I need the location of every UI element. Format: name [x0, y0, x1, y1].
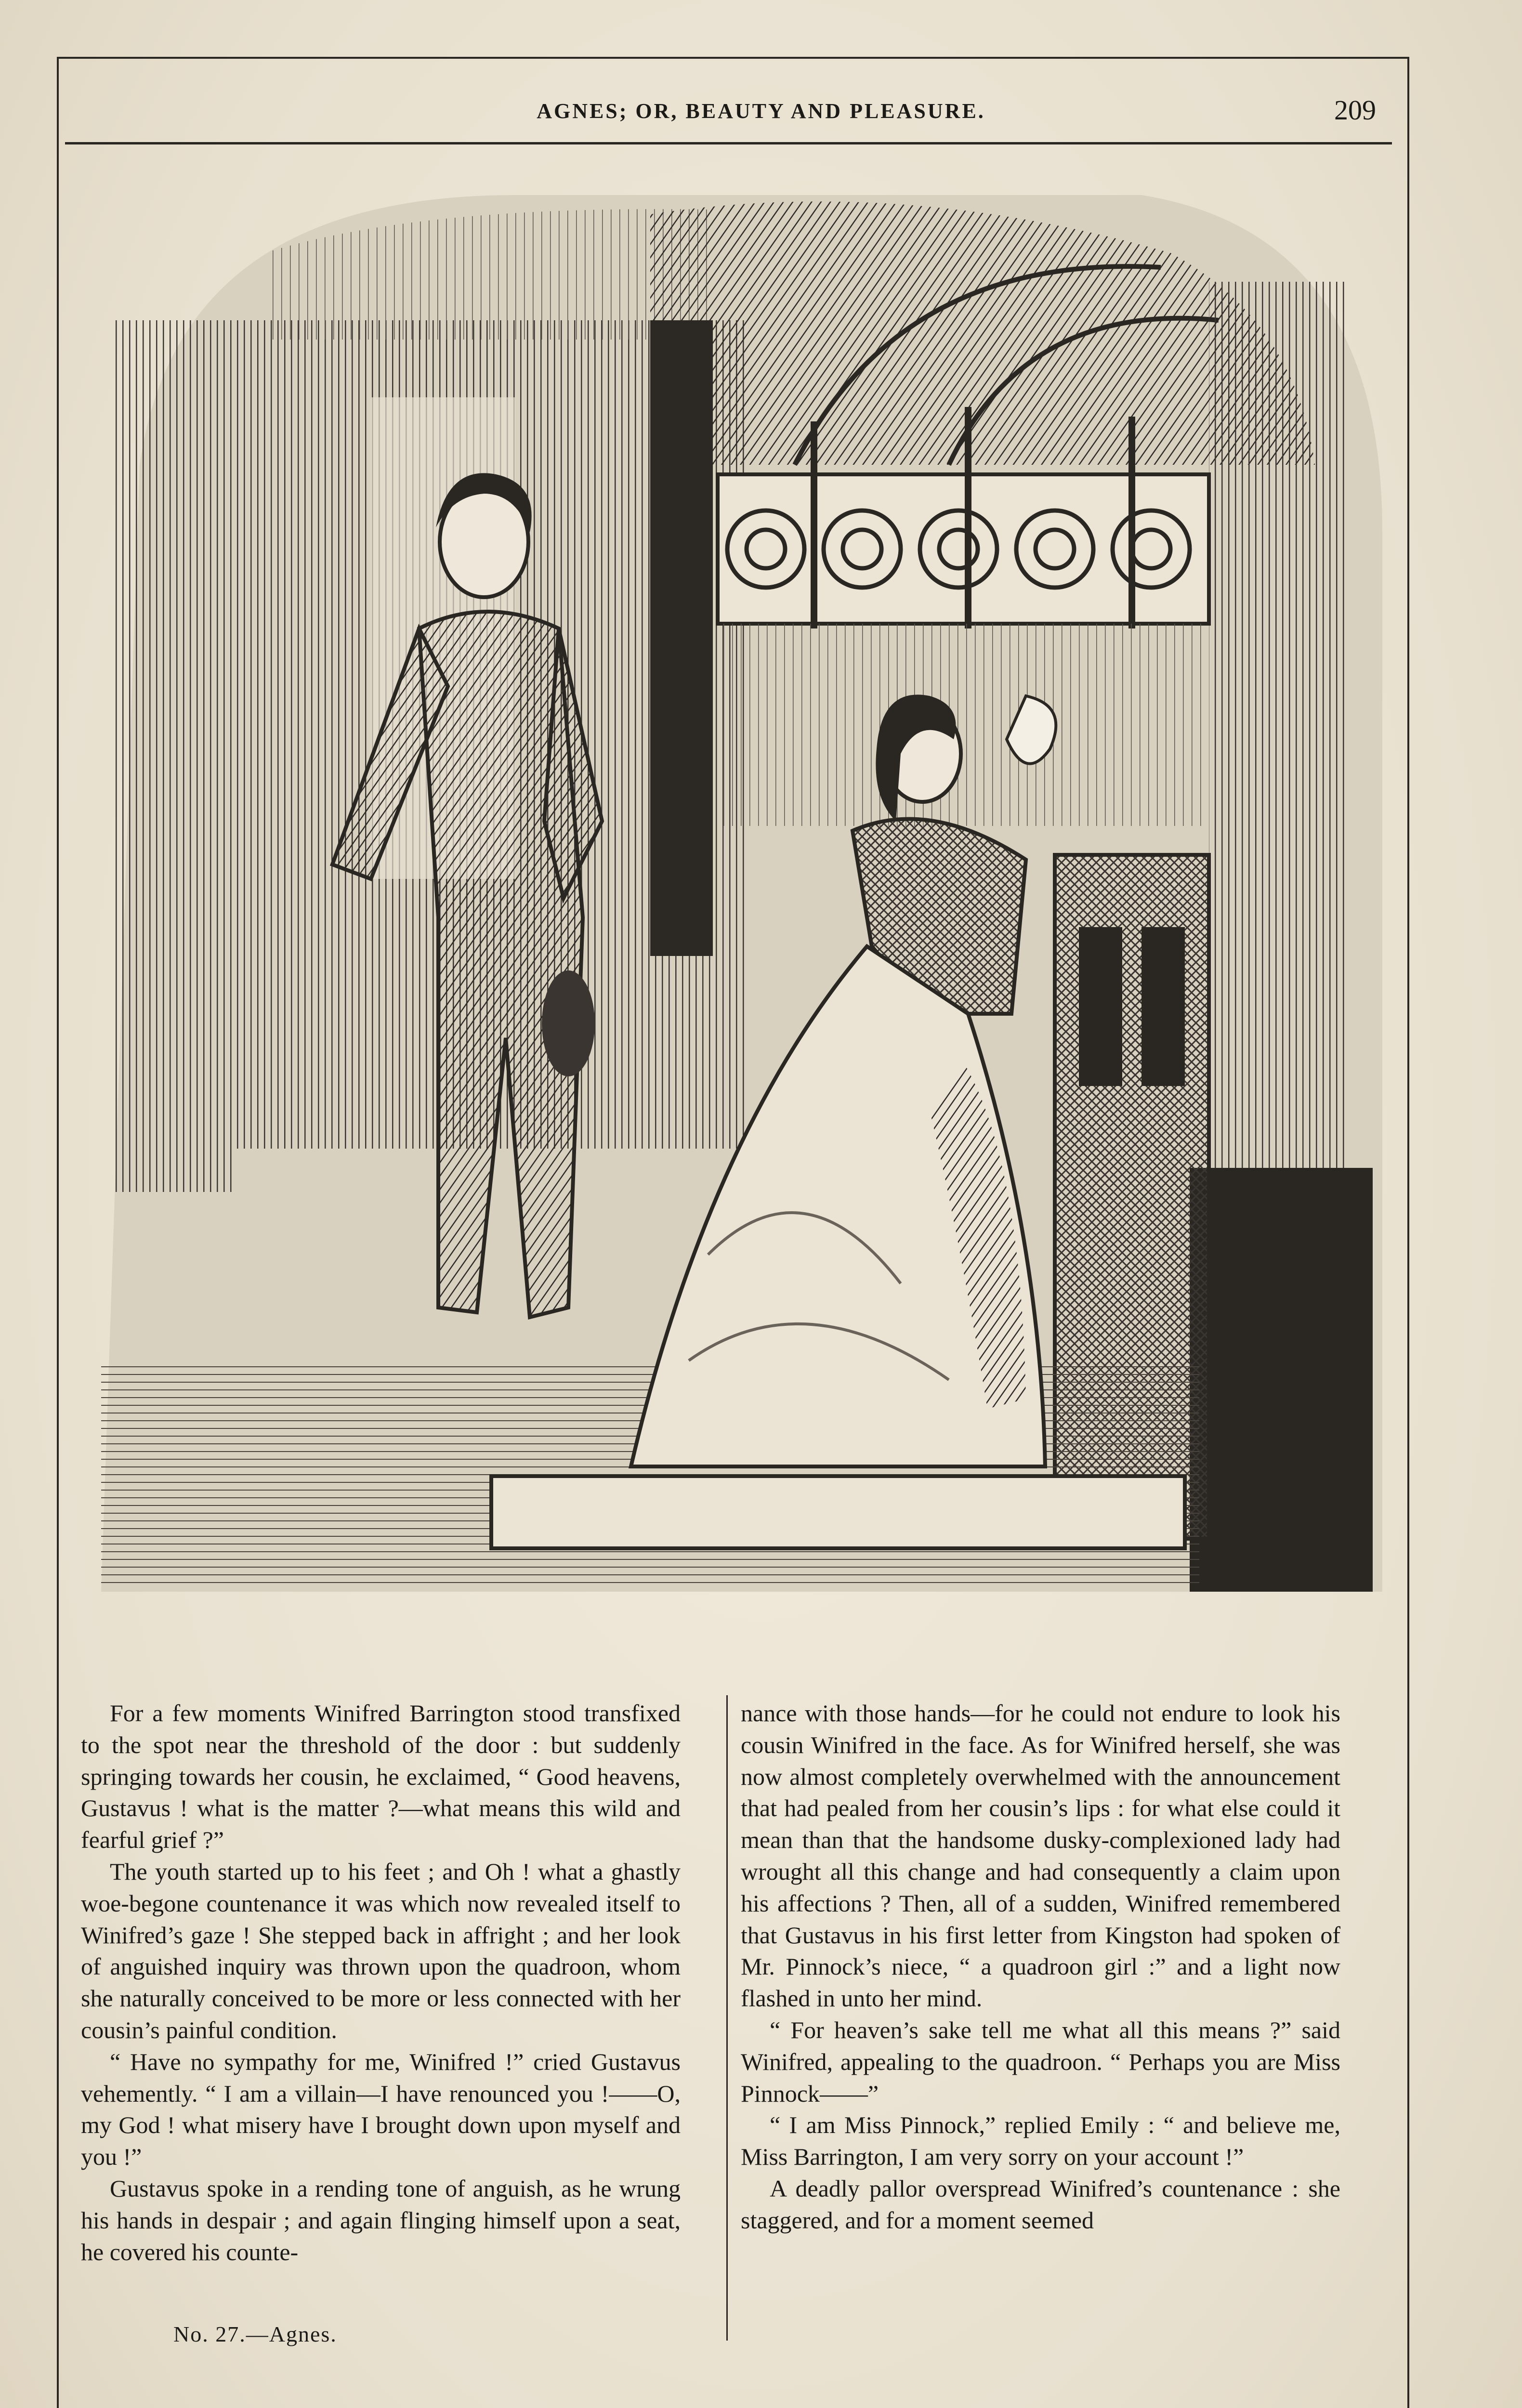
footer-signature: No. 27.—Agnes. [173, 2322, 337, 2346]
header-rule [65, 142, 1392, 144]
paragraph: “ For heaven’s sake tell me what all this means ?” said Winifred, appealing to the quadroon. “ Perhaps you are Miss Pinnock——” [741, 2016, 1340, 2107]
paragraph: For a few moments Winifred Barrington stood transfixed to the spot near the threshold of the door : but suddenly springing towards her cousin, he exclaimed, “ Good heavens, Gustavus ! what is the matter ?—what means this wild and fearful grief ?” [81, 1700, 681, 1854]
running-title: AGNES; OR, BEAUTY AND PLEASURE. [537, 99, 985, 123]
paragraph: nance with those hands—for he could not endure to look his cousin Winifred in the face. As for Winifred herself, she was now almost completely overwhelmed with the announcement that had pealed from her cousin’s lips : for what else could it mean than that the handsome dusky-complexioned lady had wrought all this change and had consequently a claim upon his affections ? Then, all of a sudden, Winifred remembered that Gustavus in his first letter from Kingston had spoken of Mr. Pinnock’s niece, “ a quadroon girl :” and a light now flashed in unto her mind. [741, 1700, 1340, 2012]
column-divider [726, 1695, 728, 2341]
paragraph: The youth started up to his feet ; and Oh ! what a ghastly woe-begone countenance it was which now revealed itself to Winifred’s gaze ! She stepped back in affright ; and her look of anguished inquiry was thrown upon the quadroon, whom she naturally conceived to be more or less connected with her cousin’s painful condition. [81, 1858, 681, 2043]
paragraph: A deadly pallor overspread Winifred’s countenance : she staggered, and for a moment seemed [741, 2174, 1340, 2234]
paragraph: “ I am Miss Pinnock,” replied Emily : “ and believe me, Miss Barrington, I am very sorry on your account !” [741, 2111, 1340, 2171]
stone-column-right [1209, 282, 1349, 1293]
paragraph: “ Have no sympathy for me, Winifred !” cried Gustavus vehemently. “ I am a villain—I have renounced you !——O, my God ! what misery have I brought down upon myself and you !” [81, 2048, 681, 2171]
left-text-column [81, 1698, 681, 2268]
engraving-illustration [82, 195, 1392, 1635]
stone-column-left [111, 354, 236, 1192]
right-text-column [741, 1698, 1340, 2237]
paragraph: Gustavus spoke in a rending tone of anguish, as he wrung his hands in despair ; and again flinging himself upon a seat, he covered his counte- [81, 2174, 681, 2265]
page-number: 209 [1334, 94, 1376, 126]
